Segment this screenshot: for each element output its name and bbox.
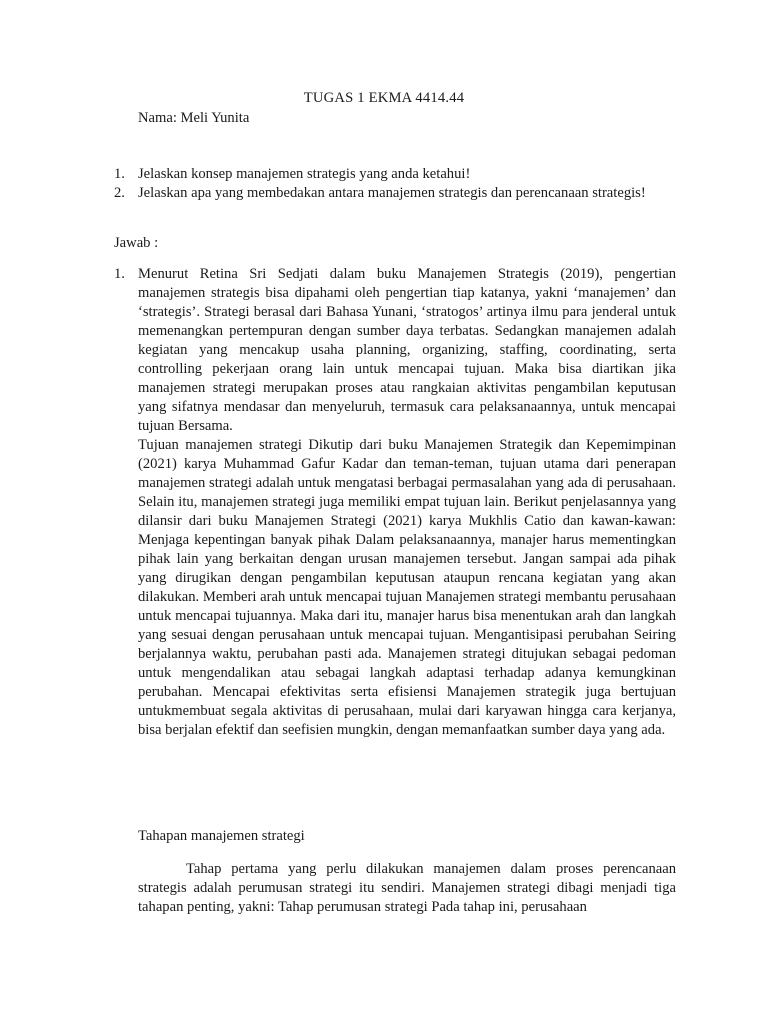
question-item (114, 184, 676, 203)
answer-paragraph: Tujuan manajemen strategi Dikutip dari buku Manajemen Strategik dan Kepemimpinan (2021) karya Muhammad Gafur Kadar dan teman-teman, tujuan utama dari penerapan manajemen strategi adalah untuk mengatasi berbagai permasalahan yang ada di perusahaan. Selain itu, manajemen strategi juga memiliki empat tujuan lain. Berikut penjelasannya yang dilansir dari buku Manajemen Strategi (2021) karya Mukhlis Catio dan kawan-kawan: Menjaga kepentingan banyak pihak Dalam pelaksanaannya, manajer harus mementingkan pihak lain yang berkaitan dengan urusan manajemen tersebut. Jangan sampai ada pihak yang dirugikan dengan pengambilan keputusan ataupun rencana kegiatan yang akan dilakukan. Memberi arah untuk mencapai tujuan Manajemen strategi membantu perusahaan untuk mencapai tujuannya. Maka dari itu, manajer harus bisa menentukan arah dan langkah yang sesuai dengan perusahaan untuk mencapai tujuan. Mengantisipasi perubahan Seiring berjalannya waktu, perubahan pasti ada. Manajemen strategi ditujukan sebagai pedoman untuk mengendalikan atau sebagai langkah adaptasi terhadap adanya kemungkinan perubahan. Mencapai efektivitas serta efisiensi Manajemen strategik juga bertujuan untukmembuat segala aktivitas di perusahaan, mulai dari karyawan hingga cara kerjanya, bisa berjalan efektif dan seefisien mungkin, dengan memanfaatkan sumber daya yang ada. (138, 437, 676, 738)
question-number: 1. (114, 166, 125, 182)
answer-label: Jawab : (114, 235, 159, 251)
answer-number: 1. (114, 266, 125, 282)
question-text: Jelaskan apa yang membedakan antara manajemen strategis dan perencanaan strategis! (138, 185, 646, 201)
answer-paragraph: Menurut Retina Sri Sedjati dalam buku Manajemen Strategis (2019), pengertian manajemen strategis bisa dipahami oleh pengertian tiap katanya, yakni ‘manajemen’ dan ‘strategis’. Strategi berasal dari Bahasa Yunani, ‘stratogos’ artinya ilmu para jenderal untuk memenangkan pertempuran dengan sumber daya terbatas. Sedangkan manajemen adalah kegiatan yang mencakup usaha planning, organizing, staffing, coordinating, serta controlling pekerjaan orang lain untuk mencapai tujuan. Maka bisa diartikan jika manajemen strategi merupakan proses atau rangkaian aktivitas pengambilan keputusan yang sifatnya mendasar dan menyeluruh, termasuk cara pelaksanaannya, untuk mencapai tujuan Bersama. (138, 266, 676, 434)
question-list (114, 165, 676, 203)
answer-item (114, 265, 676, 740)
document-title: TUGAS 1 EKMA 4414.44 (303, 90, 465, 106)
question-number: 2. (114, 185, 125, 201)
question-item (114, 165, 676, 184)
question-text: Jelaskan konsep manajemen strategis yang anda ketahui! (138, 166, 471, 182)
answer-body (138, 265, 676, 740)
section-paragraph: Tahap pertama yang perlu dilakukan manajemen dalam proses perencanaan strategis adalah perumusan strategi itu sendiri. Manajemen strategi dibagi menjadi tiga tahapan penting, yakni: Tahap perumusan strategi Pada tahap ini, perusahaan (138, 861, 676, 915)
section-heading: Tahapan manajemen strategi (138, 828, 305, 844)
student-name: Nama: Meli Yunita (138, 110, 250, 126)
